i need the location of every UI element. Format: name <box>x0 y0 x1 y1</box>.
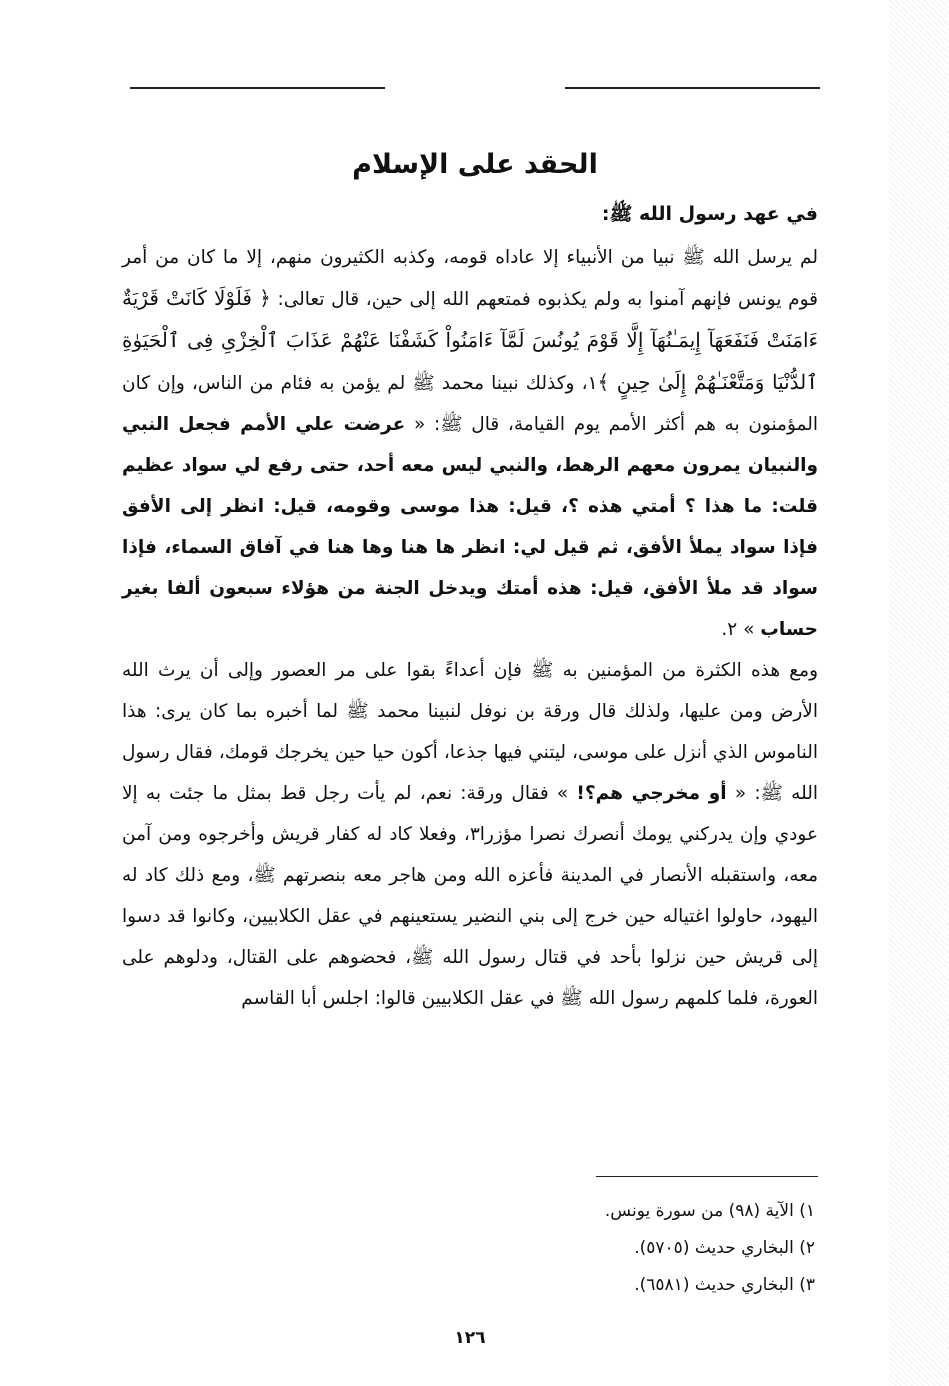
page-title: الحقد على الإسلام <box>352 149 598 180</box>
footnote-item: ١) الآية (٩٨) من سورة يونس. <box>604 1201 815 1221</box>
header-rule-left <box>130 87 385 89</box>
header-rule-right <box>565 87 820 89</box>
page-number: ١٢٦ <box>454 1328 486 1348</box>
footnote-item: ٢) البخاري حديث (٥٧٠٥). <box>634 1238 815 1258</box>
paragraph-1-end: » ٢. <box>721 619 761 640</box>
paragraph-2-part-1: ومع هذه الكثرة من المؤمنين به ﷺ فإن أعداءً بقوا على مر العصور وإلى أن يرث الله الأرض ومن عليها، ولذلك قال ورقة بن نوفل لنبينا محمد ﷺ لما أخبره بما كان يرى: هذا الناموس الذي أنزل على موسى، ليتني فيها جذعا، أكون حيا حين يخرجك قومك، فقال رسول الله ﷺ: « <box>122 660 818 804</box>
footnote-separator <box>596 1176 818 1177</box>
running-header <box>130 70 820 106</box>
footnotes <box>470 1193 815 1304</box>
header-calligraphy-logo <box>398 72 553 102</box>
body-text <box>122 237 818 1019</box>
paragraph-1-intro: لم يرسل الله ﷺ نبيا من الأنبياء إلا عاداه قومه، وكذبه الكثيرون منهم، إلا ما كان من أمر قوم يونس فإنهم آمنوا به ولم يكذبوه فمتعهم الله إلى حين، قال تعالى: <box>122 247 819 310</box>
paragraph-2 <box>122 650 818 1019</box>
paragraph-2-part-2: » فقال ورقة: نعم، لم يأت رجل قط بمثل ما جئت به إلا عودي وإن يدركني يومك أنصرك نصرا مؤزرا٣، وفعلا كاد له كفار قريش وأخرجوه ومن آمن معه، واستقبله الأنصار في المدينة فأعزه الله ومن هاجر معه بنصرتهم ﷺ، ومع ذلك كاد له اليهود، حاولوا اغتياله حين خرج إلى بني النضير يستعينهم في عقل الكلابيين، وكانوا قد دسوا إلى قريش حين نزلوا بأحد في قتال رسول الله ﷺ، فحضوهم على القتال، ودلوهم على العورة، فلما كلمهم رسول الله ﷺ في عقل الكلابيين قالوا: اجلس أبا القاسم <box>122 783 818 1009</box>
scan-edge-texture <box>889 0 949 1386</box>
quran-verse: ﴿ فَلَوْلَا كَانَتْ قَرْيَةٌ ءَامَنَتْ فَنَفَعَهَآ إِيمَـٰنُهَآ إِلَّا قَوْمَ يُونُسَ لَمَّآ ءَامَنُواْ كَشَفْنَا عَنْهُمْ عَذَابَ ٱلْخِزْىِ فِى ٱلْحَيَوٰةِ ٱلدُّنْيَا وَمَتَّعْنَـٰهُمْ إِلَىٰ حِينٍ ﴾ <box>122 286 818 394</box>
hadith-quote: عرضت علي الأمم فجعل النبي والنبيان يمرون معهم الرهط، والنبي ليس معه أحد، حتى رفع لي سواد عظيم قلت: ما هذا ؟ أمتي هذه ؟، قيل: هذا موسى وقومه، قيل: انظر إلى الأفق فإذا سواد يملأ الأفق، ثم قيل لي: انظر ها هنا وها هنا في آفاق السماء، فإذا سواد قد ملأ الأفق، قيل: هذه أمتك ويدخل الجنة من هؤلاء سبعون ألفا بغير حساب <box>122 414 818 640</box>
paragraph-1 <box>122 237 818 650</box>
footnote-item: ٣) البخاري حديث (٦٥٨١). <box>634 1275 815 1295</box>
prophet-quote: أو مخرجي هم؟! <box>576 783 727 804</box>
paragraph-1-after-verse: ١، وكذلك نبينا محمد ﷺ لم يؤمن به فئام من الناس، وإن كان المؤمنون به هم أكثر الأمم يوم القيامة، قال ﷺ: « <box>122 373 818 435</box>
section-subheading: في عهد رسول الله ﷺ: <box>601 203 818 225</box>
